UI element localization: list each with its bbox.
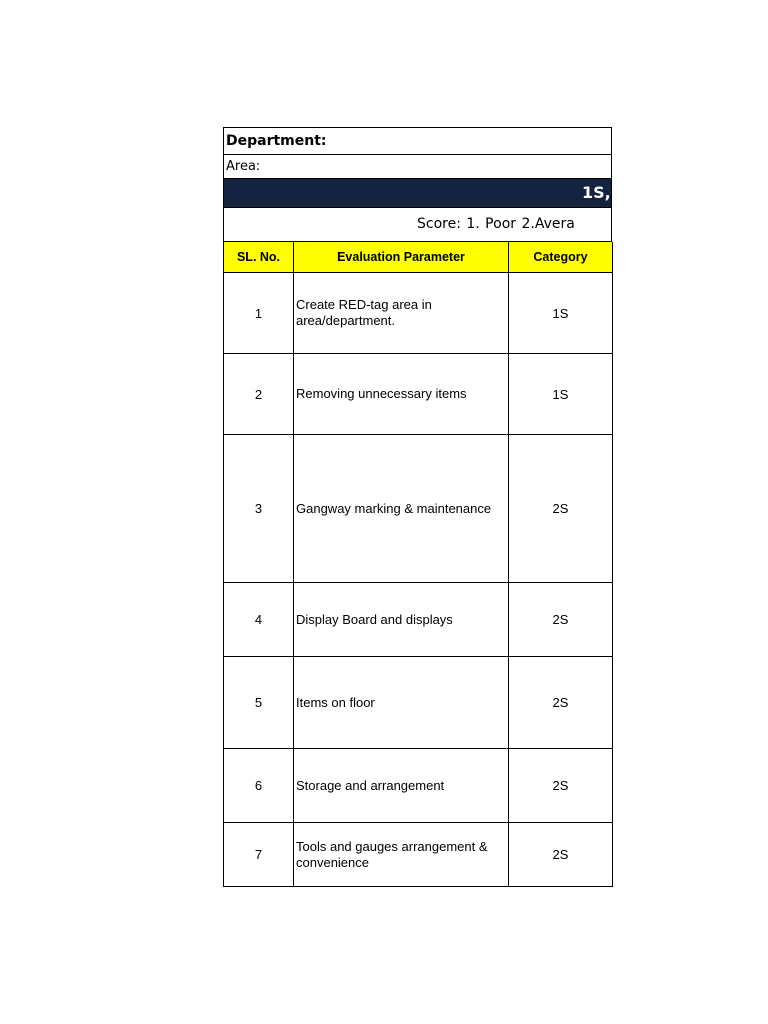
title-banner bbox=[223, 179, 612, 208]
parameter-cell: Storage and arrangement bbox=[294, 749, 509, 823]
table-row bbox=[224, 657, 613, 749]
score-legend: Score: 1. Poor 2.Avera bbox=[417, 216, 575, 232]
table-row bbox=[224, 583, 613, 657]
parameter-cell: Tools and gauges arrangement & convenience bbox=[294, 823, 509, 887]
sl-cell: 4 bbox=[224, 583, 294, 657]
table-row bbox=[224, 354, 613, 435]
table-row bbox=[224, 435, 613, 583]
category-cell: 1S bbox=[509, 354, 613, 435]
parameter-cell: Display Board and displays bbox=[294, 583, 509, 657]
category-cell: 2S bbox=[509, 435, 613, 583]
column-header-sl: SL. No. bbox=[224, 242, 294, 273]
column-header-category: Category bbox=[509, 242, 613, 273]
sl-cell: 1 bbox=[224, 273, 294, 354]
parameter-cell: Gangway marking & maintenance bbox=[294, 435, 509, 583]
table-header-row bbox=[224, 242, 613, 273]
audit-sheet bbox=[223, 127, 612, 887]
evaluation-table bbox=[223, 242, 613, 887]
category-cell: 2S bbox=[509, 823, 613, 887]
category-cell: 2S bbox=[509, 583, 613, 657]
category-cell: 2S bbox=[509, 657, 613, 749]
parameter-cell: Create RED-tag area in area/department. bbox=[294, 273, 509, 354]
banner-title: 1S, bbox=[582, 183, 611, 202]
parameter-cell: Items on floor bbox=[294, 657, 509, 749]
parameter-cell: Removing unnecessary items bbox=[294, 354, 509, 435]
score-row bbox=[223, 208, 612, 242]
category-cell: 1S bbox=[509, 273, 613, 354]
table-row bbox=[224, 823, 613, 887]
department-label: Department: bbox=[226, 133, 327, 149]
department-row bbox=[223, 127, 612, 155]
sl-cell: 2 bbox=[224, 354, 294, 435]
sl-cell: 3 bbox=[224, 435, 294, 583]
column-header-parameter: Evaluation Parameter bbox=[294, 242, 509, 273]
sl-cell: 6 bbox=[224, 749, 294, 823]
table-row bbox=[224, 273, 613, 354]
table-row bbox=[224, 749, 613, 823]
area-label: Area: bbox=[226, 159, 261, 174]
area-row bbox=[223, 155, 612, 179]
category-cell: 2S bbox=[509, 749, 613, 823]
sl-cell: 5 bbox=[224, 657, 294, 749]
sl-cell: 7 bbox=[224, 823, 294, 887]
